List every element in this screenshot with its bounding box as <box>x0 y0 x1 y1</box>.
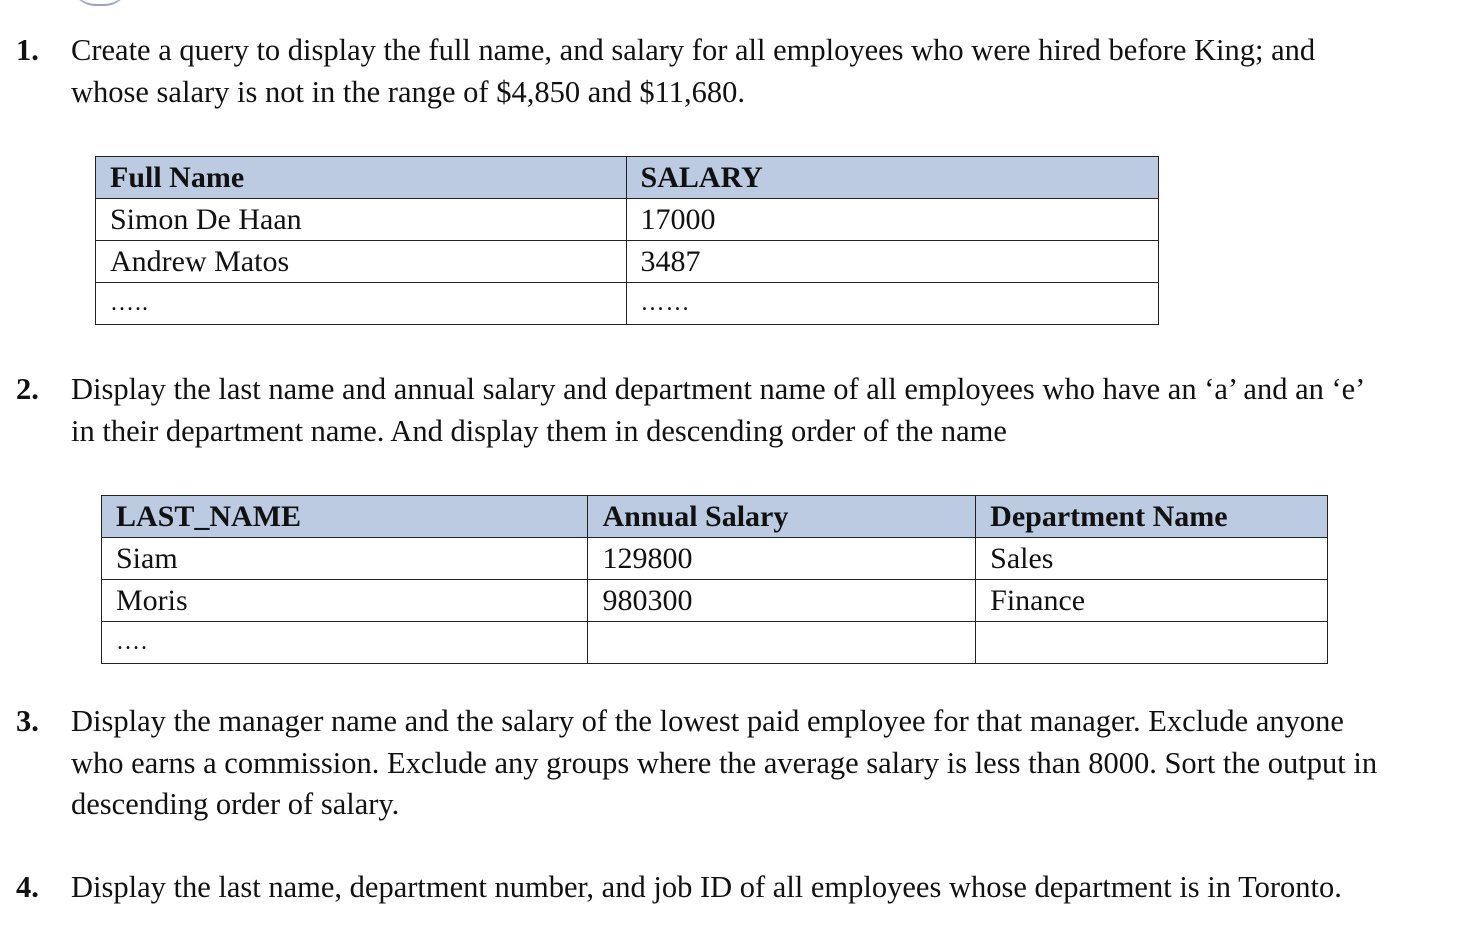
question-line: Display the last name and annual salary and department name of all employees who have an ‘a’ and an ‘e’ <box>71 372 1366 406</box>
full-name-salary-table <box>95 156 1159 325</box>
question-line: Create a query to display the full name, and salary for all employees who were hired before King; and <box>71 33 1316 67</box>
table-cell: Finance <box>976 580 1328 622</box>
table-row <box>102 538 1328 580</box>
table-row <box>96 199 1159 241</box>
question-line: descending order of salary. <box>71 787 400 821</box>
table-row <box>102 580 1328 622</box>
question-number: 4. <box>16 870 39 904</box>
question-text <box>71 701 1377 826</box>
question-line: in their department name. And display them in descending order of the name <box>71 413 1007 448</box>
question-text <box>71 369 1365 452</box>
table-cell: Moris <box>102 580 588 622</box>
table-cell: Simon De Haan <box>96 199 627 241</box>
table-cell <box>976 622 1328 664</box>
question-number: 3. <box>16 704 39 738</box>
table-cell: …… <box>626 283 1158 325</box>
table-header-row <box>96 157 1159 199</box>
table-cell: Andrew Matos <box>96 241 627 283</box>
column-header-annual-salary: Annual Salary <box>588 496 976 538</box>
table-row <box>102 622 1328 664</box>
question-number: 2. <box>16 372 39 406</box>
question-line: Display the last name, department number, and job ID of all employees whose department is in Toronto. <box>71 870 1342 904</box>
column-header-last-name: LAST_NAME <box>102 496 588 538</box>
last-name-salary-department-table <box>101 495 1328 664</box>
question-number: 1. <box>16 33 39 67</box>
top-decoration <box>70 0 130 6</box>
column-header-full-name: Full Name <box>96 157 627 199</box>
table-cell: 129800 <box>588 538 976 580</box>
question-text <box>71 867 1342 909</box>
question-line: whose salary is not in the range of $4,850 and $11,680. <box>71 74 745 109</box>
table-cell <box>588 622 976 664</box>
table-cell: 980300 <box>588 580 976 622</box>
question-line: who earns a commission. Exclude any groups where the average salary is less than 8000. Sort the output in <box>71 745 1378 780</box>
table-cell: …. <box>102 622 588 664</box>
column-header-department-name: Department Name <box>976 496 1328 538</box>
table-cell: ….. <box>96 283 627 325</box>
table-cell: 3487 <box>626 241 1158 283</box>
table-cell: Sales <box>976 538 1328 580</box>
table-header-row <box>102 496 1328 538</box>
table-row <box>96 241 1159 283</box>
table-row <box>96 283 1159 325</box>
table-cell: Siam <box>102 538 588 580</box>
column-header-salary: SALARY <box>626 157 1158 199</box>
question-text <box>71 30 1315 113</box>
table-cell: 17000 <box>626 199 1158 241</box>
question-line: Display the manager name and the salary of the lowest paid employee for that manager. Exclude anyone <box>71 704 1344 738</box>
